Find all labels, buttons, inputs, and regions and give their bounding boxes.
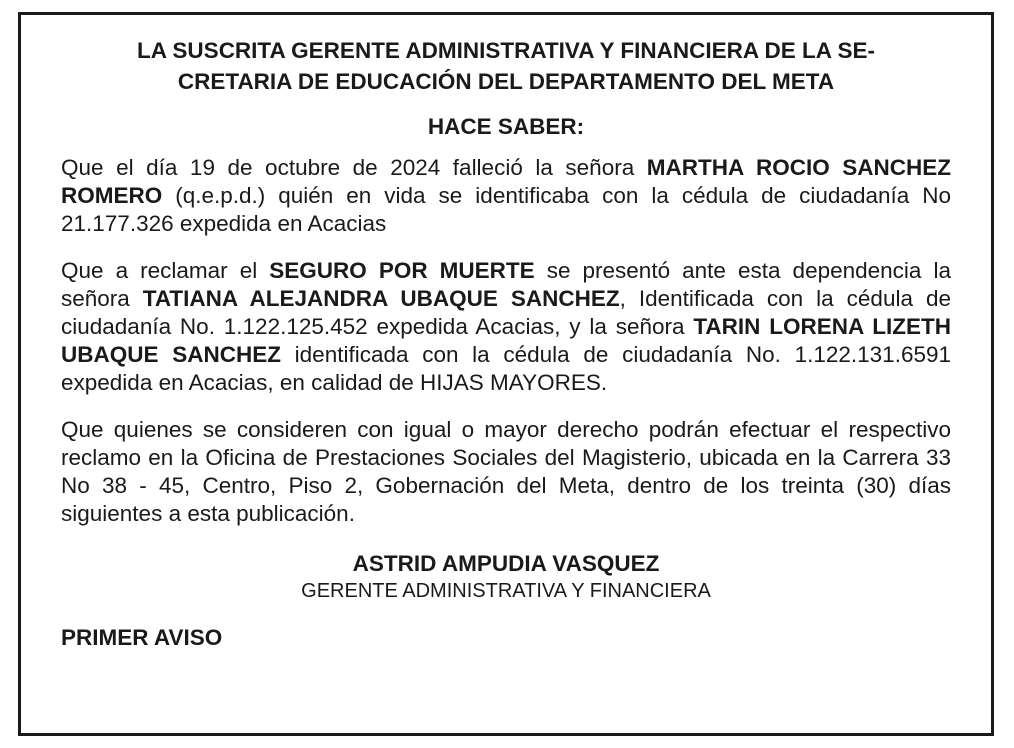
signature-block <box>61 550 951 604</box>
p1-text-2: (q.e.p.d.) quién en vida se identificaba con la cédula de ciudadanía No 21.177.326 expedida en Acacias <box>61 183 951 236</box>
paragraph-death-notice <box>61 154 951 238</box>
deceased-name: MARTHA ROCIO SANCHEZ ROMERO <box>61 155 951 208</box>
p3-text-1: Que quienes se consideren con igual o mayor derecho podrán efectuar el respectivo reclamo en la Oficina de Prestaciones Sociales del Magisterio, ubicada en la Carrera 33 No 38 - 45, Centro, Piso 2, Gobernación del Meta, dentro de los treinta (30) días siguientes a esta publicación. <box>61 417 951 526</box>
claimant-2-name: TARIN LORENA LIZETH UBAQUE SANCHEZ <box>61 314 952 367</box>
claimant-1-name: TATIANA ALEJANDRA UBAQUE SANCHEZ <box>142 286 620 311</box>
insurance-type: SEGURO POR MUERTE <box>269 258 535 283</box>
heading-line-2: CRETARIA DE EDUCACIÓN DEL DEPARTAMENTO DEL META <box>177 69 835 94</box>
p2-text-3: , Identificada con la cédula de ciudadanía No. 1.122.125.452 expedida Acacias, y la señora <box>61 286 951 339</box>
p2-text-2: se presentó ante esta dependencia la señora <box>61 258 951 311</box>
signer-name: ASTRID AMPUDIA VASQUEZ <box>352 551 660 576</box>
paragraph-claim-instructions <box>61 416 951 528</box>
notice-label: PRIMER AVISO <box>61 625 223 650</box>
paragraph-claimants <box>61 257 951 397</box>
p1-text-1: Que el día 19 de octubre de 2024 falleció la señora <box>61 155 647 180</box>
p2-text-4: identificada con la cédula de ciudadanía No. 1.122.131.6591 expedida en Acacias, en calidad de HIJAS MAYORES. <box>61 342 952 395</box>
signer-title: GERENTE ADMINISTRATIVA Y FINANCIERA <box>301 580 711 602</box>
notice-box <box>18 12 994 736</box>
p2-text-1: Que a reclamar el <box>61 258 270 283</box>
notice-heading <box>61 35 951 97</box>
heading-line-1: LA SUSCRITA GERENTE ADMINISTRATIVA Y FINANCIERA DE LA SE- <box>137 38 875 63</box>
hace-saber-heading: HACE SABER: <box>427 114 585 139</box>
